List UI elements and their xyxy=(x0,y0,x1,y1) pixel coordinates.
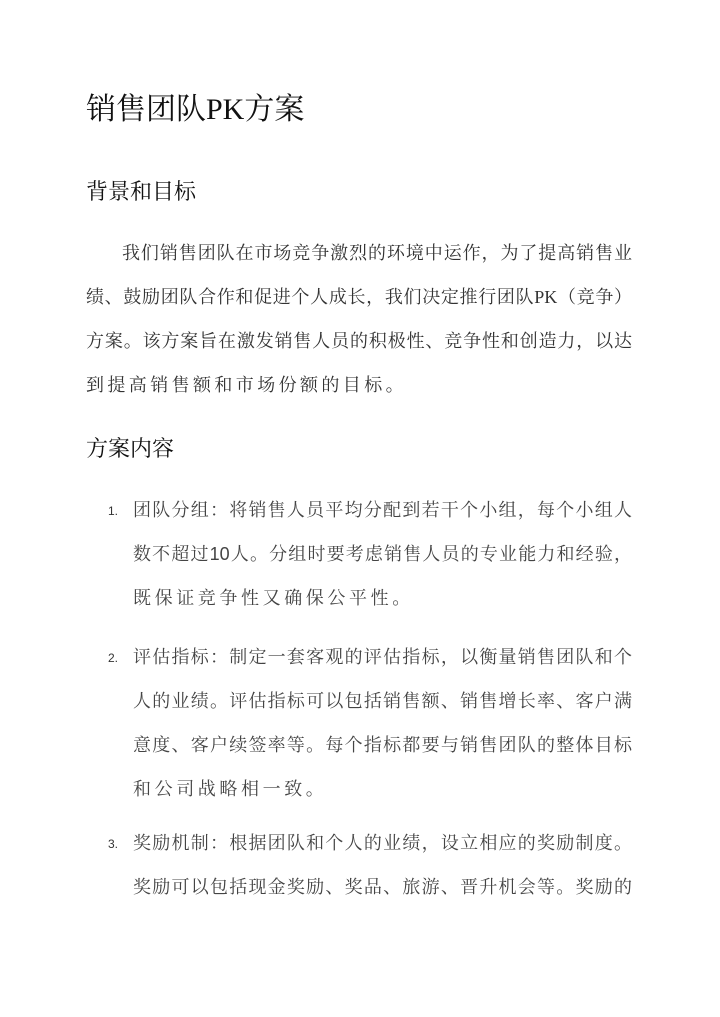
list-line: 评估指标：制定一套客观的评估指标，以衡量销售团队和个 xyxy=(133,647,632,667)
list-line: 奖励可以包括现金奖励、奖品、旅游、晋升机会等。奖励的 xyxy=(133,877,632,897)
section-heading-background: 背景和目标 xyxy=(86,179,197,204)
list-number: 1. xyxy=(108,504,119,518)
paragraph-line: 绩、鼓励团队合作和促进个人成长，我们决定推行团队PK（竞争） xyxy=(86,287,632,307)
paragraph-line: 方案。该方案旨在激发销售人员的积极性、竞争性和创造力，以达 xyxy=(86,331,632,351)
list-line: 意度、客户续签率等。每个指标都要与销售团队的整体目标 xyxy=(133,735,632,755)
list-line: 数不超过10人。分组时要考虑销售人员的专业能力和经验， xyxy=(133,544,632,564)
list-line: 和公司战略相一致。 xyxy=(133,779,328,799)
paragraph-line: 到提高销售额和市场份额的目标。 xyxy=(86,375,407,395)
list-line: 人的业绩。评估指标可以包括销售额、销售增长率、客户满 xyxy=(133,691,632,711)
paragraph-line: 我们销售团队在市场竞争激烈的环境中运作，为了提高销售业 xyxy=(122,243,632,263)
list-number: 3. xyxy=(108,837,119,851)
list-number: 2. xyxy=(108,651,119,665)
section-heading-plan: 方案内容 xyxy=(86,436,175,461)
document-title: 销售团队PK方案 xyxy=(86,93,305,126)
list-line: 既保证竞争性又确保公平性。 xyxy=(133,588,414,608)
list-line: 团队分组：将销售人员平均分配到若干个小组，每个小组人 xyxy=(133,500,632,520)
list-line: 奖励机制：根据团队和个人的业绩，设立相应的奖励制度。 xyxy=(133,833,632,853)
